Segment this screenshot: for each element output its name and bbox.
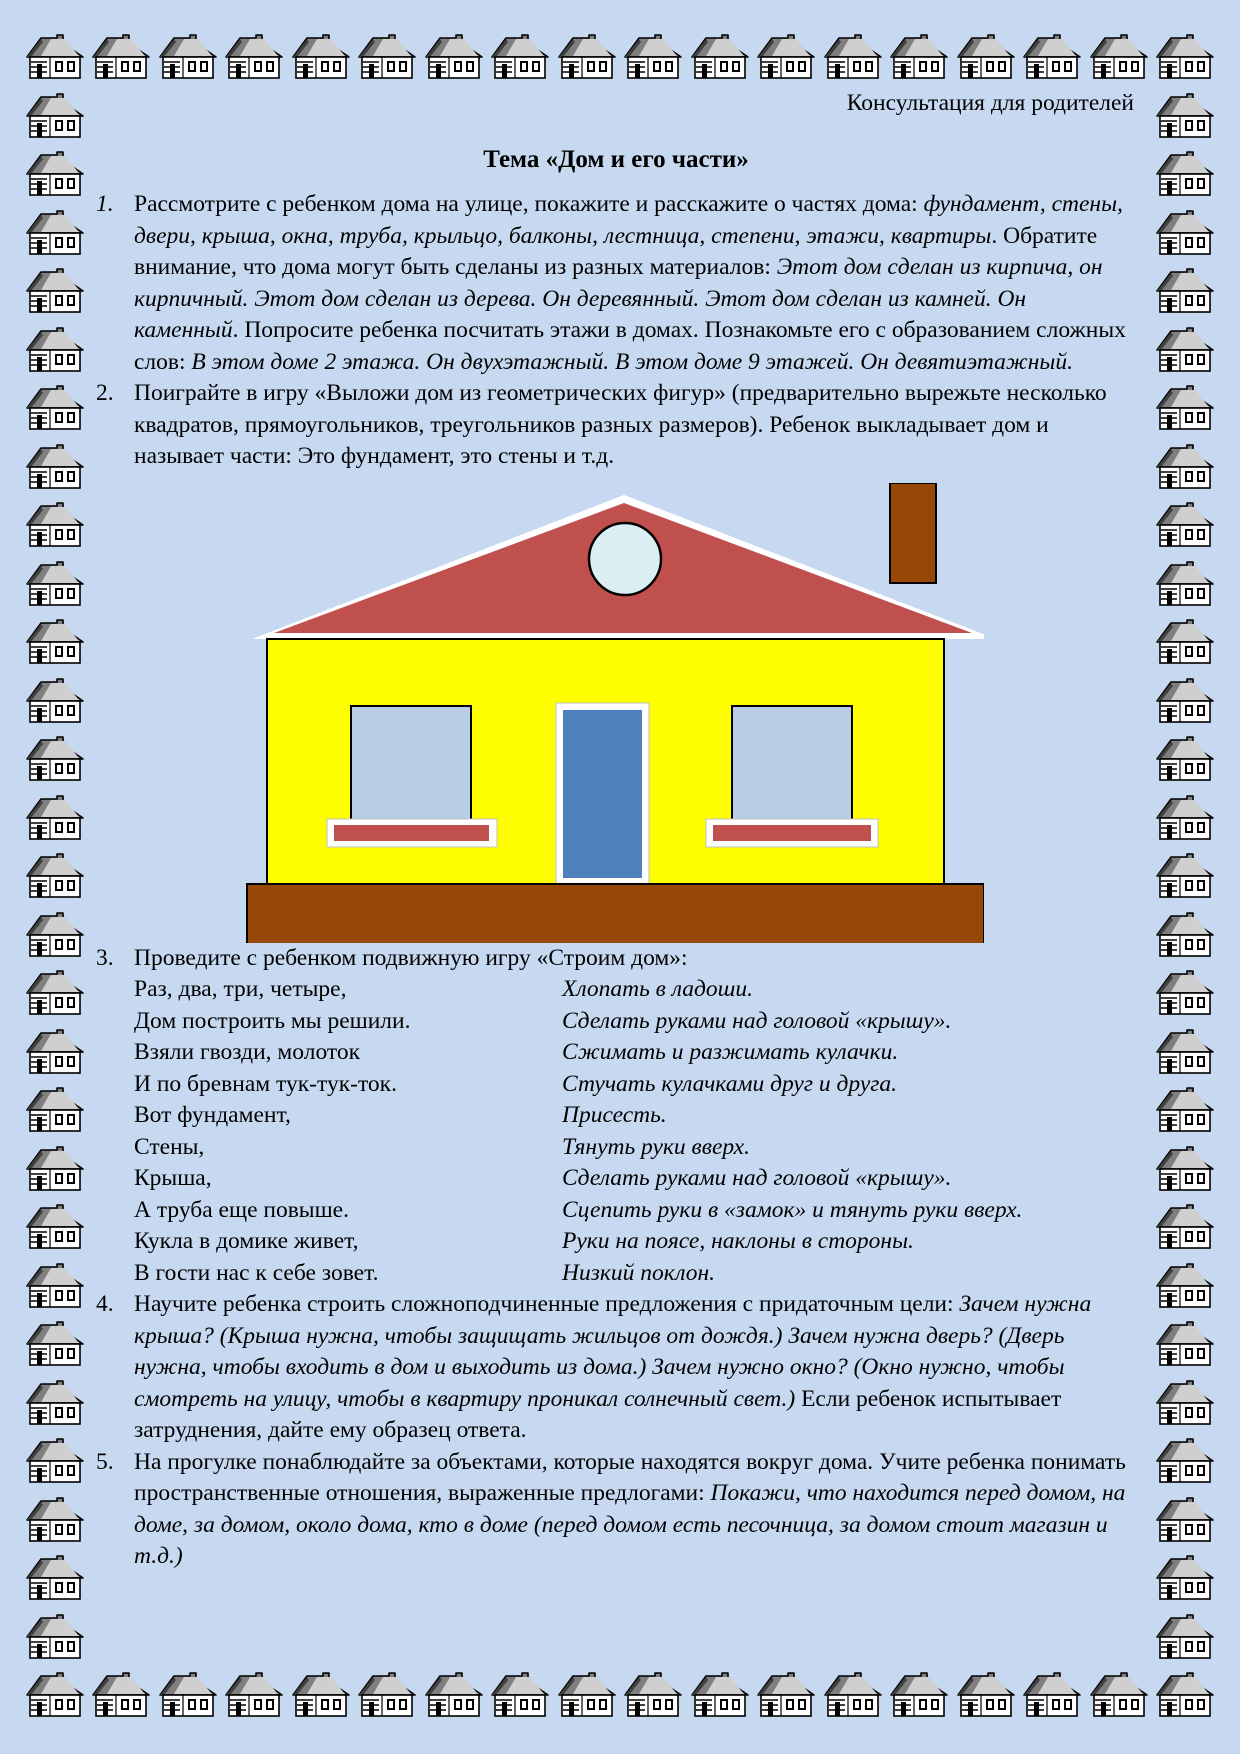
- house-icon: [492, 35, 548, 78]
- house-icon: [293, 35, 349, 78]
- house-icon: [27, 1205, 83, 1248]
- list-number: 1.: [96, 191, 114, 217]
- list-item-text: Поиграйте в игру «Выложи дом из геометрических фигур» (предварительно вырежьте несколько квадратов, прямоугольников, треугольников разных размеров). Ребенок выкладывает дом и называет части: Это фундамент, это стены и т.д.: [134, 380, 1107, 469]
- poem-action: Сделать руками над головой «крышу».: [562, 1007, 952, 1034]
- house-icon: [27, 94, 83, 137]
- house-icon: [27, 737, 83, 780]
- poem-action: Низкий поклон.: [562, 1259, 716, 1286]
- house-icon: [27, 35, 83, 78]
- house-icon: [226, 35, 282, 78]
- consultation-text: [96, 88, 1136, 1573]
- poem-action: Сделать руками над головой «крышу».: [562, 1165, 952, 1191]
- house-icon: [1157, 1615, 1213, 1658]
- house-icon: [27, 1147, 83, 1190]
- house-icon: [1157, 1673, 1213, 1716]
- house-icon: [692, 1673, 748, 1716]
- house-illustration: [96, 473, 1136, 943]
- house-icon: [226, 1673, 282, 1716]
- poem-line: Стены,: [134, 1133, 205, 1160]
- list-item-5: [96, 1447, 1136, 1573]
- page-title: Тема «Дом и его части»: [483, 145, 749, 173]
- house-picture: [244, 483, 984, 943]
- house-icon: [1024, 35, 1080, 78]
- sill-right-red: [713, 825, 871, 841]
- house-icon: [1157, 152, 1213, 195]
- house-icon: [27, 796, 83, 839]
- house-icon: [1157, 445, 1213, 488]
- poem-line: Раз, два, три, четыре,: [134, 976, 347, 1002]
- house-icon: [1157, 1147, 1213, 1190]
- list-item-text: [134, 189, 1136, 378]
- house-icon: [426, 1673, 482, 1716]
- house-icon: [958, 1673, 1014, 1716]
- poem-line: В гости нас к себе зовет.: [134, 1259, 379, 1286]
- house-icon: [27, 1673, 83, 1716]
- house-icon: [27, 445, 83, 488]
- game-intro: Проведите с ребенком подвижную игру «Строим дом»:: [134, 944, 688, 971]
- poem-line: Крыша,: [134, 1165, 212, 1191]
- house-icon: [27, 1498, 83, 1541]
- house-icon: [27, 1030, 83, 1073]
- house-icon: [359, 1673, 415, 1716]
- house-icon: [1157, 1322, 1213, 1365]
- house-icon: [1157, 269, 1213, 312]
- poem-line: Дом построить мы решили.: [134, 1007, 411, 1034]
- poem-table: [134, 974, 1136, 1289]
- list-item-text: [134, 1289, 1136, 1447]
- house-icon: [27, 328, 83, 371]
- house-icon: [293, 1673, 349, 1716]
- house-icon: [825, 1673, 881, 1716]
- house-icon: [625, 35, 681, 78]
- house-icon: [27, 679, 83, 722]
- text-run: На прогулке понаблюдайте за объектами, которые находятся вокруг дома. Учите ребенка понимать пространственные отношения, выраженные предлогами:: [134, 1448, 1126, 1506]
- text-run: Если ребенок испытывает затруднения, дайте ему образец ответа.: [134, 1385, 1062, 1443]
- house-icon: [1157, 1381, 1213, 1424]
- house-icon: [1157, 1030, 1213, 1073]
- house-icon: [1157, 211, 1213, 254]
- poem-line: И по бревнам тук-тук-ток.: [134, 1070, 397, 1097]
- text-run: Научите ребенка строить сложноподчиненные предложения с придаточным цели:: [134, 1291, 960, 1317]
- poem-line: А труба еще повыше.: [134, 1196, 349, 1223]
- poem-action: Сцепить руки в «замок» и тянуть руки вверх.: [562, 1196, 1023, 1223]
- list-item-1: [96, 189, 1136, 378]
- list-item-3: [96, 943, 1136, 1290]
- poem-action: Хлопать в ладоши.: [562, 976, 754, 1002]
- list-number: 3.: [96, 944, 114, 971]
- house-icon: [1157, 679, 1213, 722]
- house-icon: [1157, 1498, 1213, 1541]
- house-icon: [27, 1439, 83, 1482]
- house-icon: [758, 1673, 814, 1716]
- text-run-italic: фундамент, стены, двери, крыша, окна, труба, крыльцо, балконы, лестница, степени, этажи, квартиры: [134, 191, 1123, 249]
- house-icon: [1157, 503, 1213, 546]
- house-icon: [27, 503, 83, 546]
- window-left: [351, 706, 471, 823]
- house-icon: [27, 269, 83, 312]
- house-icon: [27, 211, 83, 254]
- house-icon: [1091, 1673, 1147, 1716]
- poem-action: Присесть.: [562, 1102, 667, 1128]
- house-icon: [559, 35, 615, 78]
- poem-action: Сжимать и разжимать кулачки.: [562, 1039, 899, 1065]
- house-icon: [1157, 1264, 1213, 1307]
- list-number: 4.: [96, 1291, 114, 1317]
- poem-action: Стучать кулачками друг и друга.: [562, 1070, 898, 1097]
- house-icon: [426, 35, 482, 78]
- house-icon: [559, 1673, 615, 1716]
- poem-line: Вот фундамент,: [134, 1102, 291, 1128]
- house-icon: [1157, 35, 1213, 78]
- roof-window: [589, 523, 661, 595]
- house-icon: [825, 35, 881, 78]
- house-icon: [1157, 737, 1213, 780]
- house-icon: [160, 1673, 216, 1716]
- house-icon: [27, 1264, 83, 1307]
- house-icon: [1091, 35, 1147, 78]
- foundation: [247, 884, 984, 943]
- house-icon: [891, 35, 947, 78]
- poem-line: Взяли гвозди, молоток: [134, 1039, 361, 1065]
- chimney: [890, 483, 936, 583]
- list-item-text: [134, 1447, 1136, 1573]
- house-icon: [1024, 1673, 1080, 1716]
- house-icon: [27, 152, 83, 195]
- house-icon: [492, 1673, 548, 1716]
- house-icon: [692, 35, 748, 78]
- house-icon: [958, 35, 1014, 78]
- text-run-italic: Зачем нужна крыша? (Крыша нужна, чтобы защищать жильцов от дождя.) Зачем нужна дверь? (Дверь нужна, чтобы входить в дом и выходить из дома.) Зачем нужно окно? (Окно нужно, чтобы смотреть на улицу, чтобы в квартиру проникал солнечный свет.): [134, 1291, 1092, 1412]
- house-icon: [27, 562, 83, 605]
- house-icon: [1157, 796, 1213, 839]
- list-item-4: [96, 1289, 1136, 1447]
- list-number: 2.: [96, 380, 114, 406]
- house-icon: [1157, 1205, 1213, 1248]
- house-icon: [1157, 971, 1213, 1014]
- house-icon: [160, 35, 216, 78]
- house-icon: [1157, 94, 1213, 137]
- poem-action: Тянуть руки вверх.: [562, 1133, 750, 1160]
- text-run-italic: В этом доме 2 этажа. Он двухэтажный. В этом доме 9 этажей. Он девятиэтажный.: [191, 348, 1073, 375]
- list-item-text: [134, 943, 1136, 1290]
- sill-left-red: [334, 825, 489, 841]
- house-icon: [758, 35, 814, 78]
- text-run: . Обратите внимание, что дома могут быть сделаны из разных материалов:: [134, 222, 1098, 280]
- house-icon: [1157, 913, 1213, 956]
- house-icon: [625, 1673, 681, 1716]
- house-icon: [1157, 1556, 1213, 1599]
- house-icon: [27, 854, 83, 897]
- house-icon: [27, 1381, 83, 1424]
- list-item-2: [96, 378, 1136, 473]
- house-icon: [27, 1322, 83, 1365]
- house-icon: [1157, 1439, 1213, 1482]
- house-icon: [1157, 328, 1213, 371]
- text-run-italic: Покажи, что находится перед домом, на доме, за домом, около дома, кто в доме (перед домом есть песочница, за домом стоит магазин и т.д.): [134, 1480, 1126, 1569]
- house-icon: [1157, 562, 1213, 605]
- poem-action: Руки на поясе, наклоны в стороны.: [562, 1228, 914, 1254]
- house-icon: [27, 620, 83, 663]
- house-icon: [359, 35, 415, 78]
- text-run: . Попросите ребенка посчитать этажи в домах. Познакомьте его с образованием сложных слов:: [134, 317, 1126, 375]
- house-icon: [1157, 386, 1213, 429]
- door: [563, 710, 642, 878]
- house-icon: [27, 1615, 83, 1658]
- house-icon: [27, 386, 83, 429]
- house-icon: [891, 1673, 947, 1716]
- poem-line: Кукла в домике живет,: [134, 1228, 359, 1254]
- house-icon: [1157, 1088, 1213, 1131]
- house-icon: [1157, 620, 1213, 663]
- consultation-caption: Консультация для родителей: [846, 90, 1134, 116]
- house-icon: [93, 1673, 149, 1716]
- text-run-italic: Этот дом сделан из кирпича, он кирпичный. Этот дом сделан из дерева. Он деревянный. Этот дом сделан из камней. Он каменный: [134, 254, 1103, 343]
- window-right: [732, 706, 852, 823]
- house-icon: [93, 35, 149, 78]
- house-icon: [27, 1088, 83, 1131]
- house-icon: [27, 1556, 83, 1599]
- house-icon: [1157, 854, 1213, 897]
- text-run: Рассмотрите с ребенком дома на улице, покажите и расскажите о частях дома:: [134, 191, 924, 217]
- house-icon: [27, 971, 83, 1014]
- house-icon: [27, 913, 83, 956]
- list-number: 5.: [96, 1448, 114, 1475]
